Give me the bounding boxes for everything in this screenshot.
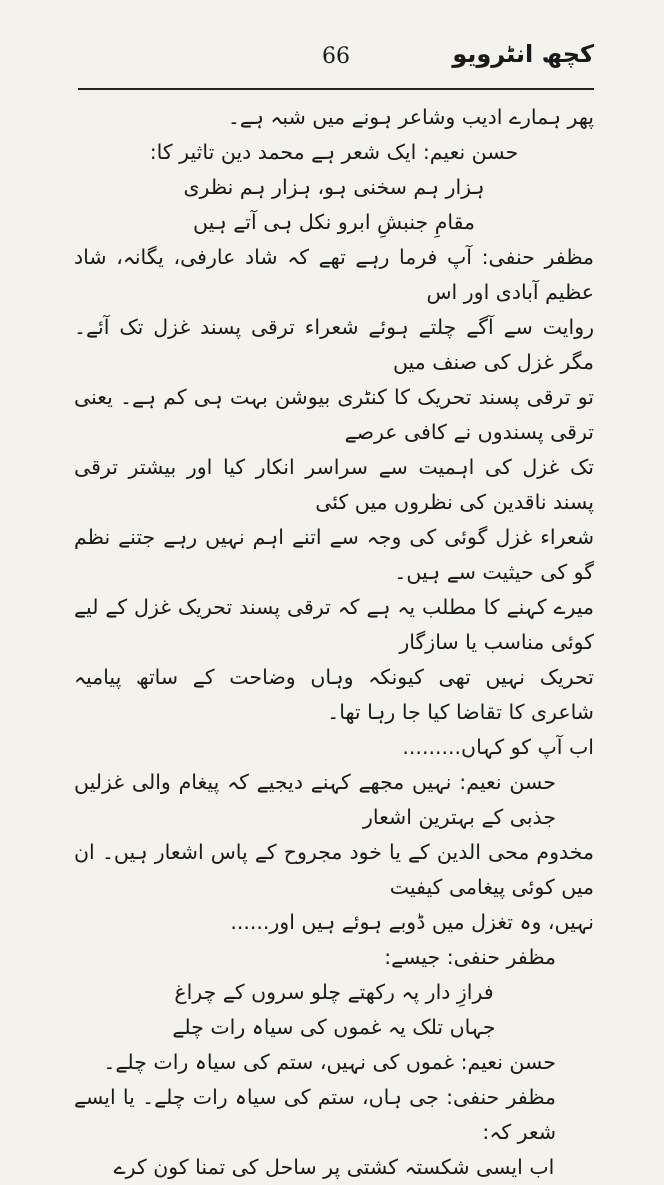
text-line: مظفر حنفی: آپ فرما رہے تھے کہ شاد عارفی، یگانہ، شاد عظیم آبادی اور اس bbox=[74, 245, 594, 304]
text-line: نہیں، وہ تغزل میں ڈوبے ہوئے ہیں اور...... bbox=[230, 910, 594, 934]
text-line: میرے کہنے کا مطلب یہ ہے کہ ترقی پسند تحریک غزل کے لیے کوئی مناسب یا سازگار bbox=[74, 595, 594, 654]
text-line: روایت سے آگے چلتے ہوئے شعراء ترقی پسند غزل تک آئے۔ مگر غزل کی صنف میں bbox=[74, 315, 594, 374]
verse-line: جہاں تلک یہ غموں کی سیاہ رات چلے bbox=[172, 1015, 496, 1039]
text-line: پھر ہمارے ادیب وشاعر ہونے میں شبہ ہے۔ bbox=[227, 105, 594, 129]
verse-line: مقامِ جنبشِ ابرو نکل ہی آتے ہیں bbox=[192, 210, 476, 234]
text-line: اب آپ کو کہاں......... bbox=[402, 735, 594, 759]
text-line: مظفر حنفی: جیسے: bbox=[384, 945, 556, 969]
text-line: شعراء غزل گوئی کی وجہ سے اتنے اہم نہیں رہے جتنے نظم گو کی حیثیت سے ہیں۔ bbox=[74, 525, 594, 584]
text-line: حسن نعیم: نہیں مجھے کہنے دیجیے کہ پیغام والی غزلیں جذبی کے بہترین اشعار bbox=[74, 770, 556, 829]
text-line: مظفر حنفی: جی ہاں، ستم کی سیاہ رات چلے۔ یا ایسے شعر کہ: bbox=[74, 1085, 556, 1144]
page-header bbox=[78, 38, 594, 90]
verse-line: ہزار ہم سخنی ہو، ہزار ہم نظری bbox=[183, 175, 485, 199]
running-title: کچھ انٹرویو bbox=[452, 40, 594, 68]
text-line: مخدوم محی الدین کے یا خود مجروح کے پاس اشعار ہیں۔ ان میں کوئی پیغامی کیفیت bbox=[74, 840, 594, 899]
verse-line: اب ایسی شکستہ کشتی پر ساحل کی تمنا کون کرے bbox=[113, 1155, 555, 1179]
header-rule bbox=[78, 88, 594, 90]
body-text bbox=[74, 100, 594, 1185]
page-number: 66 bbox=[322, 44, 350, 69]
text-line: حسن نعیم: ایک شعر ہے محمد دین تاثیر کا: bbox=[149, 140, 519, 164]
verse-line: فرازِ دار پہ رکھتے چلو سروں کے چراغ bbox=[174, 980, 494, 1004]
text-line: حسن نعیم: غموں کی نہیں، ستم کی سیاہ رات چلے۔ bbox=[103, 1050, 556, 1074]
text-line: تک غزل کی اہمیت سے سراسر انکار کیا اور بیشتر ترقی پسند ناقدین کی نظروں میں کئی bbox=[74, 455, 594, 514]
text-line: تحریک نہیں تھی کیونکہ وہاں وضاحت کے ساتھ پیامیہ شاعری کا تقاضا کیا جا رہا تھا۔ bbox=[74, 665, 594, 724]
text-line: تو ترقی پسند تحریک کا کنٹری بیوشن بہت ہی کم ہے۔ یعنی ترقی پسندوں نے کافی عرصے bbox=[74, 385, 594, 444]
